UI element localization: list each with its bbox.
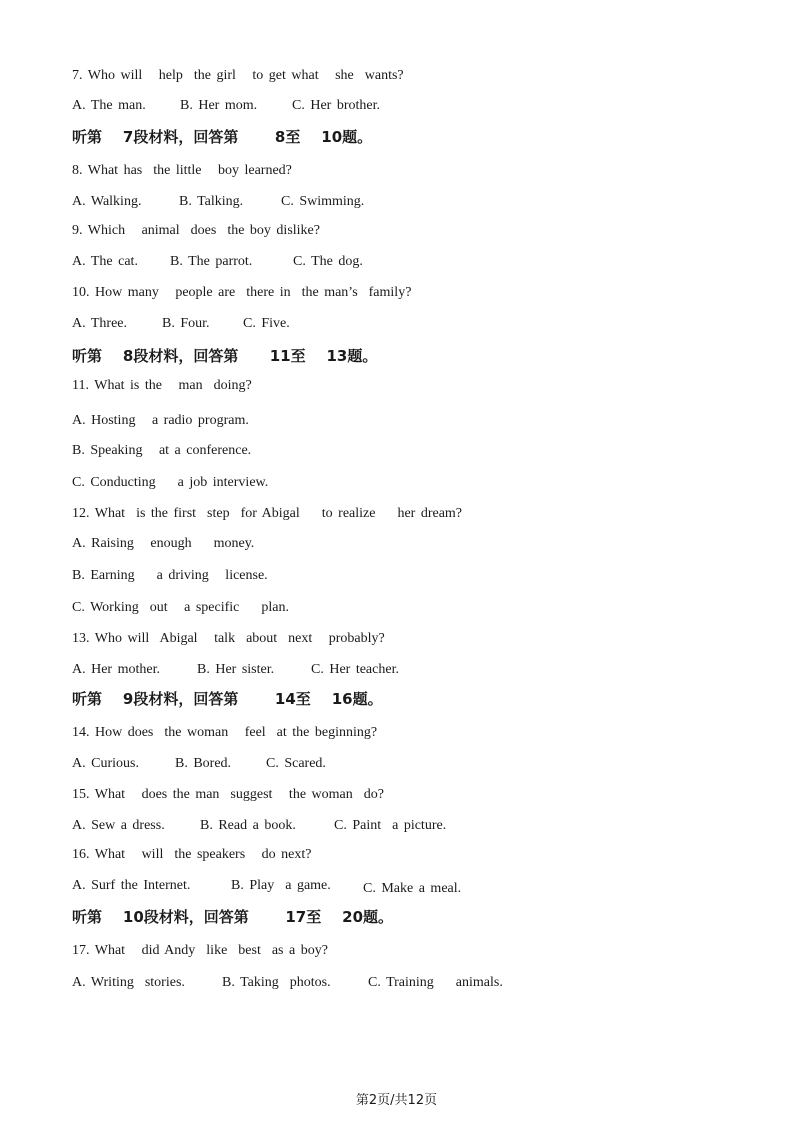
question-16-option-b: B. Play a game.	[231, 878, 331, 893]
question-10-option-a: A. Three.	[72, 316, 127, 331]
question-12-option-b: B. Earning a driving license.	[72, 568, 268, 583]
section-heading-7	[72, 127, 372, 147]
question-9-option-c: C. The dog.	[293, 254, 363, 269]
question-7-option-a: A. The man.	[72, 98, 146, 113]
section-10-to-word: 至	[306, 908, 322, 926]
question-17: 17. What did Andy like best as a boy?	[72, 943, 328, 958]
section-8-to: 13	[326, 347, 348, 365]
section-7-to: 10	[321, 128, 343, 146]
question-11-option-a: A. Hosting a radio program.	[72, 413, 249, 428]
question-11: 11. What is the man doing?	[72, 378, 252, 393]
question-15-option-c: C. Paint a picture.	[334, 818, 447, 833]
question-14-option-b: B. Bored.	[175, 756, 232, 771]
section-9-number: 9	[122, 690, 134, 708]
section-7-suffix: 题。	[342, 128, 373, 146]
question-9-option-a: A. The cat.	[72, 254, 138, 269]
question-13: 13. Who will Abigal talk about next probably?	[72, 631, 385, 646]
question-13-option-b: B. Her sister.	[197, 662, 275, 677]
question-7-option-b: B. Her mom.	[180, 98, 258, 113]
question-11-option-b: B. Speaking at a conference.	[72, 443, 252, 458]
question-15-option-a: A. Sew a dress.	[72, 818, 165, 833]
question-14-option-c: C. Scared.	[266, 756, 326, 771]
question-12: 12. What is the first step for Abigal to realize her dream?	[72, 506, 463, 521]
question-13-option-c: C. Her teacher.	[311, 662, 399, 677]
section-8-middle: 段材料，回答第	[133, 347, 239, 365]
question-10-option-b: B. Four.	[162, 316, 210, 331]
section-heading-9	[72, 689, 383, 709]
section-heading-8	[72, 346, 377, 366]
question-7: 7. Who will help the girl to get what she wants?	[72, 68, 404, 83]
section-9-to: 16	[331, 690, 353, 708]
question-10: 10. How many people are there in the man’s family?	[72, 285, 412, 300]
question-7-option-c: C. Her brother.	[292, 98, 380, 113]
section-7-from: 8	[274, 128, 286, 146]
question-16-option-c: C. Make a meal.	[363, 881, 462, 896]
question-10-option-c: C. Five.	[243, 316, 290, 331]
section-9-to-word: 至	[295, 690, 311, 708]
question-14-option-a: A. Curious.	[72, 756, 139, 771]
section-heading-10	[72, 907, 393, 927]
section-7-to-word: 至	[285, 128, 301, 146]
section-8-to-word: 至	[290, 347, 306, 365]
question-12-option-c: C. Working out a specific plan.	[72, 600, 289, 615]
question-15-option-b: B. Read a book.	[200, 818, 296, 833]
section-10-number: 10	[122, 908, 144, 926]
question-16: 16. What will the speakers do next?	[72, 847, 312, 862]
section-8-suffix: 题。	[347, 347, 378, 365]
section-9-suffix: 题。	[352, 690, 383, 708]
question-8-option-a: A. Walking.	[72, 194, 142, 209]
section-10-prefix: 听第	[72, 908, 103, 926]
section-7-number: 7	[122, 128, 134, 146]
question-17-option-c: C. Training animals.	[368, 975, 503, 990]
section-9-from: 14	[274, 690, 296, 708]
page-number-footer: 第2页/共12页	[355, 1093, 438, 1108]
section-7-middle: 段材料，回答第	[133, 128, 239, 146]
section-10-to: 20	[342, 908, 364, 926]
question-11-option-c: C. Conducting a job interview.	[72, 475, 269, 490]
section-10-suffix: 题。	[363, 908, 394, 926]
question-15: 15. What does the man suggest the woman do?	[72, 787, 384, 802]
question-8-option-c: C. Swimming.	[281, 194, 365, 209]
question-9-option-b: B. The parrot.	[170, 254, 253, 269]
question-17-option-b: B. Taking photos.	[222, 975, 331, 990]
question-8: 8. What has the little boy learned?	[72, 163, 292, 178]
section-7-prefix: 听第	[72, 128, 103, 146]
section-9-middle: 段材料，回答第	[133, 690, 239, 708]
section-10-from: 17	[285, 908, 307, 926]
question-14: 14. How does the woman feel at the beginning?	[72, 725, 378, 740]
question-13-option-a: A. Her mother.	[72, 662, 160, 677]
question-12-option-a: A. Raising enough money.	[72, 536, 255, 551]
question-8-option-b: B. Talking.	[179, 194, 244, 209]
question-16-option-a: A. Surf the Internet.	[72, 878, 191, 893]
section-8-from: 11	[269, 347, 291, 365]
question-17-option-a: A. Writing stories.	[72, 975, 185, 990]
section-8-prefix: 听第	[72, 347, 103, 365]
section-10-middle: 段材料，回答第	[143, 908, 249, 926]
section-8-number: 8	[122, 347, 134, 365]
question-9: 9. Which animal does the boy dislike?	[72, 223, 320, 238]
section-9-prefix: 听第	[72, 690, 103, 708]
